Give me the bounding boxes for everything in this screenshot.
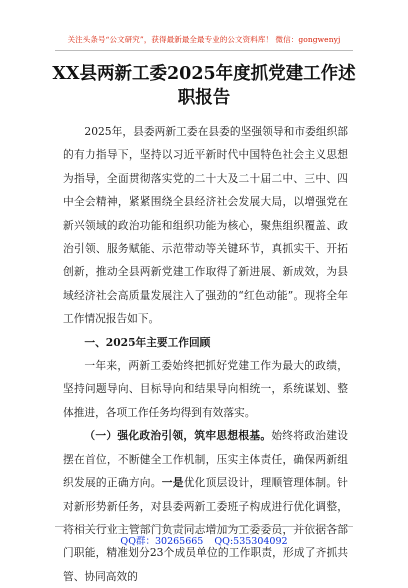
subsection-emphasis: 一是 — [161, 476, 184, 490]
header-divider — [55, 50, 353, 51]
section-heading: 一、2025年主要工作回顾 — [84, 335, 211, 349]
footer-qq-number: QQ:535304092 — [214, 536, 288, 547]
footer-divider — [55, 526, 353, 527]
footer-qq-group: QQ群：30265665 — [120, 536, 204, 547]
subsection-text-b: 优化顶层设计，理顺管理体制。针对新形势新任务，对县委两新工委班子构成进行优化调整，将相关行业主管部门负责同志增加为工委委员，并依据各部门职能，精准划分23个成员单位的工作职责，形成了齐抓共管、协同高效的 — [63, 476, 348, 583]
section-intro-paragraph: 一年来，两新工委始终把抓好党建工作为最大的政绩，坚持问题导向、目标导向和结果导向相统一，系统谋划、整体推进，各项工作任务均得到有效落实。 — [63, 359, 348, 419]
footer-contact — [0, 533, 408, 547]
header-promo-note: 关注头条号“公文研究”，获得最新最全最专业的公文资料库！ 微信：gongwenyj — [67, 35, 341, 44]
document-body — [63, 120, 348, 588]
intro-paragraph: 2025年，县委两新工委在县委的坚强领导和市委组织部的有力指导下，坚持以习近平新时代中国特色社会主义思想为指导，全面贯彻落实党的二十大及二十届二中、三中、四中全会精神，紧紧围绕全县经济社会发展大局，以增强党在新兴领域的政治功能和组织功能为核心，聚焦组织覆盖、政治引领、服务赋能、示范带动等关键环节，真抓实干、开拓创新，推动全县两新党建工作取得了新进展、新成效，为县域经济社会高质量发展注入了强劲的“红色动能”。现将全年工作情况报告如下。 — [63, 125, 348, 326]
subsection-text-a: 始终将政治建设摆在首位，不断健全工作机制，压实主体责任，确保两新组织发展的正确方向。 — [63, 429, 348, 490]
document-title: XX县两新工委2025年度抓党建工作述职报告 — [52, 64, 356, 108]
subsection-lead: （一）强化政治引领，筑牢思想根基。 — [84, 429, 272, 443]
subsection-paragraph — [63, 424, 348, 588]
